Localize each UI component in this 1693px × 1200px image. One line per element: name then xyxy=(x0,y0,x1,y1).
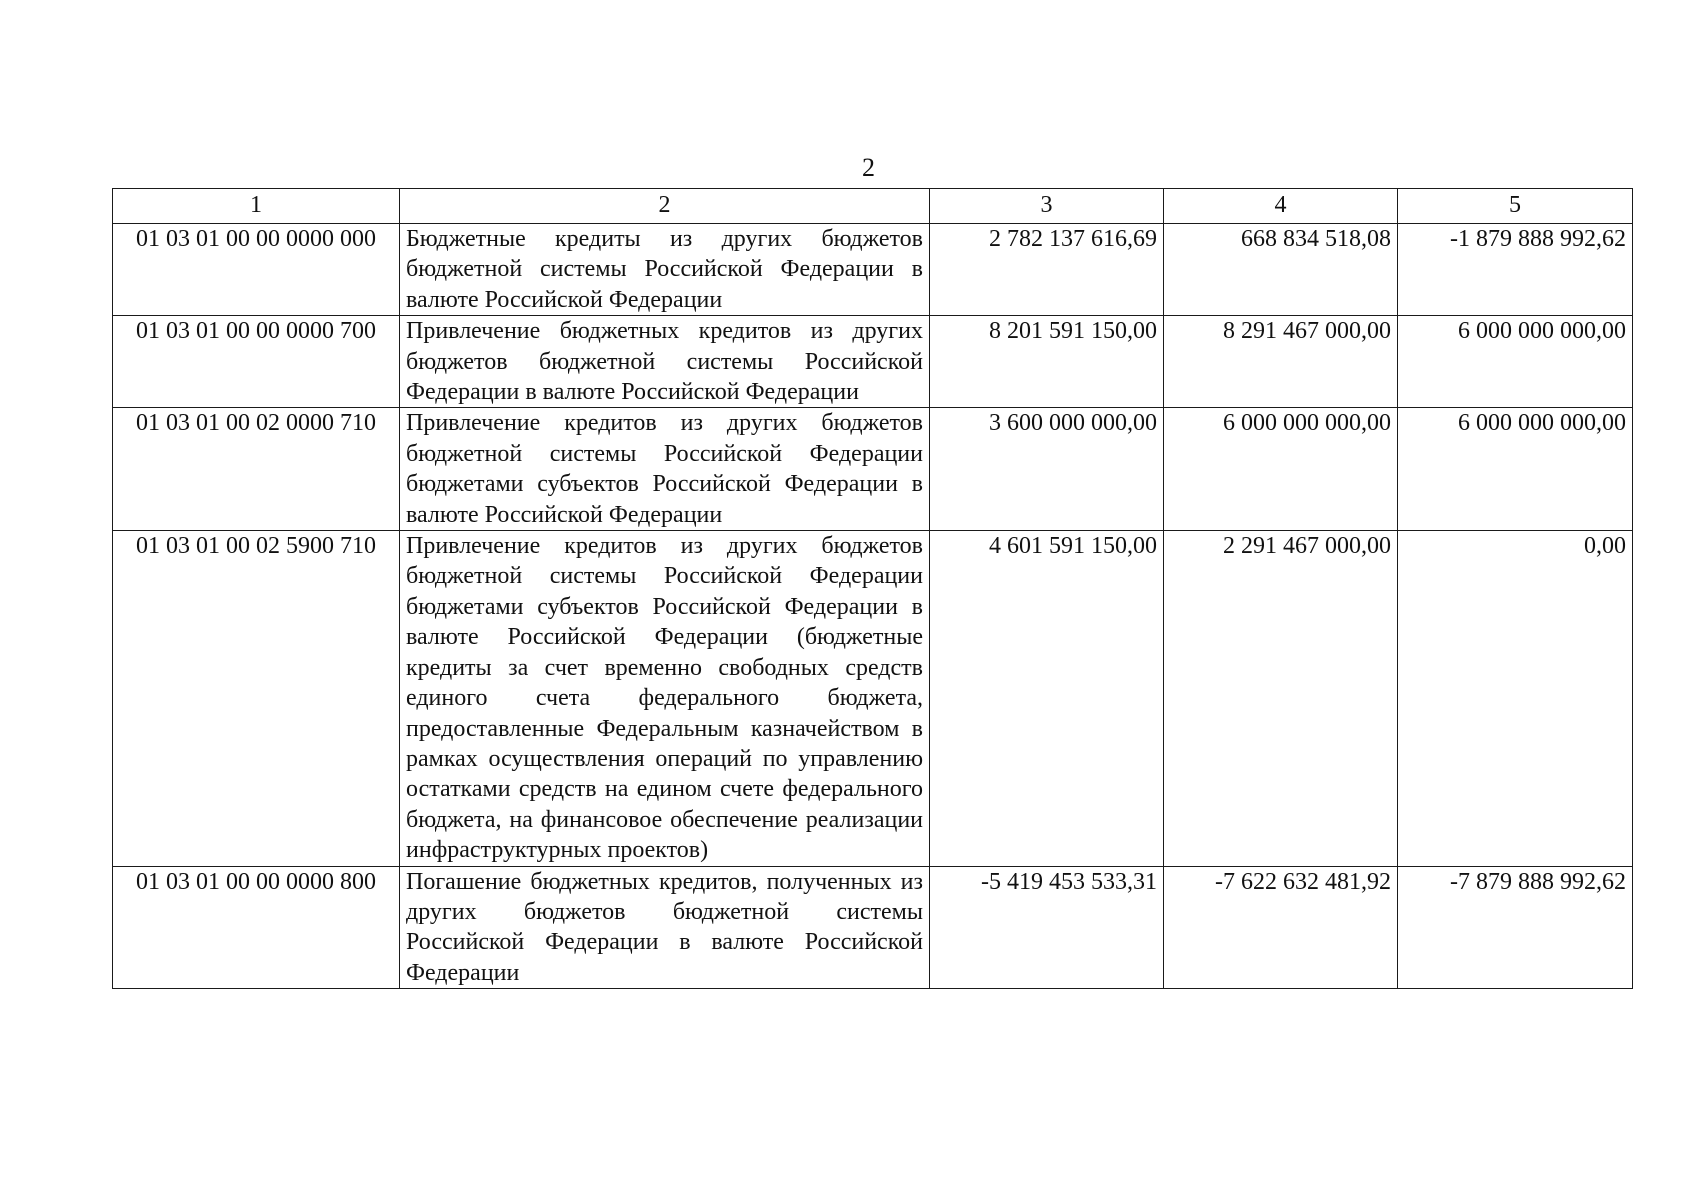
amount-col4-cell: 2 291 467 000,00 xyxy=(1164,531,1398,866)
amount-col5-cell: 6 000 000 000,00 xyxy=(1398,408,1633,531)
description-cell: Привлечение кредитов из других бюджетов бюджетной системы Российской Федерации бюджетами субъектов Российской Федерации в валюте Российской Федерации xyxy=(400,408,930,531)
budget-code-cell: 01 03 01 00 02 5900 710 xyxy=(113,531,400,866)
table-row xyxy=(113,316,1633,408)
column-header-5: 5 xyxy=(1398,189,1633,224)
page-number: 2 xyxy=(862,153,875,182)
budget-code-cell: 01 03 01 00 00 0000 000 xyxy=(113,224,400,316)
amount-col4-cell: 668 834 518,08 xyxy=(1164,224,1398,316)
amount-col3-cell: 8 201 591 150,00 xyxy=(930,316,1164,408)
amount-col3-cell: -5 419 453 533,31 xyxy=(930,866,1164,989)
budget-code-cell: 01 03 01 00 00 0000 700 xyxy=(113,316,400,408)
column-header-2: 2 xyxy=(400,189,930,224)
amount-col5-cell: 0,00 xyxy=(1398,531,1633,866)
amount-col4-cell: 6 000 000 000,00 xyxy=(1164,408,1398,531)
budget-code-cell: 01 03 01 00 00 0000 800 xyxy=(113,866,400,989)
column-header-3: 3 xyxy=(930,189,1164,224)
table-body xyxy=(113,224,1633,989)
description-cell: Привлечение бюджетных кредитов из других бюджетов бюджетной системы Российской Федерации в валюте Российской Федерации xyxy=(400,316,930,408)
budget-table xyxy=(112,188,1633,989)
amount-col4-cell: -7 622 632 481,92 xyxy=(1164,866,1398,989)
amount-col5-cell: -1 879 888 992,62 xyxy=(1398,224,1633,316)
amount-col3-cell: 3 600 000 000,00 xyxy=(930,408,1164,531)
description-cell: Погашение бюджетных кредитов, полученных из других бюджетов бюджетной системы Российской Федерации в валюте Российской Федерации xyxy=(400,866,930,989)
table-row xyxy=(113,408,1633,531)
column-header-4: 4 xyxy=(1164,189,1398,224)
amount-col4-cell: 8 291 467 000,00 xyxy=(1164,316,1398,408)
amount-col5-cell: 6 000 000 000,00 xyxy=(1398,316,1633,408)
description-cell: Бюджетные кредиты из других бюджетов бюджетной системы Российской Федерации в валюте Российской Федерации xyxy=(400,224,930,316)
budget-code-cell: 01 03 01 00 02 0000 710 xyxy=(113,408,400,531)
amount-col3-cell: 4 601 591 150,00 xyxy=(930,531,1164,866)
table-row xyxy=(113,531,1633,866)
header-row xyxy=(113,189,1633,224)
table-row xyxy=(113,866,1633,989)
column-header-1: 1 xyxy=(113,189,400,224)
table-header xyxy=(113,189,1633,224)
description-cell: Привлечение кредитов из других бюджетов бюджетной системы Российской Федерации бюджетами субъектов Российской Федерации в валюте Российской Федерации (бюджетные кредиты за счет временно свободных средств единого счета федерального бюджета, предоставленные Федеральным казначейством в рамках осуществления операций по управлению остатками средств на едином счете федерального бюджета, на финансовое обеспечение реализации инфраструктурных проектов) xyxy=(400,531,930,866)
table-row xyxy=(113,224,1633,316)
amount-col5-cell: -7 879 888 992,62 xyxy=(1398,866,1633,989)
amount-col3-cell: 2 782 137 616,69 xyxy=(930,224,1164,316)
